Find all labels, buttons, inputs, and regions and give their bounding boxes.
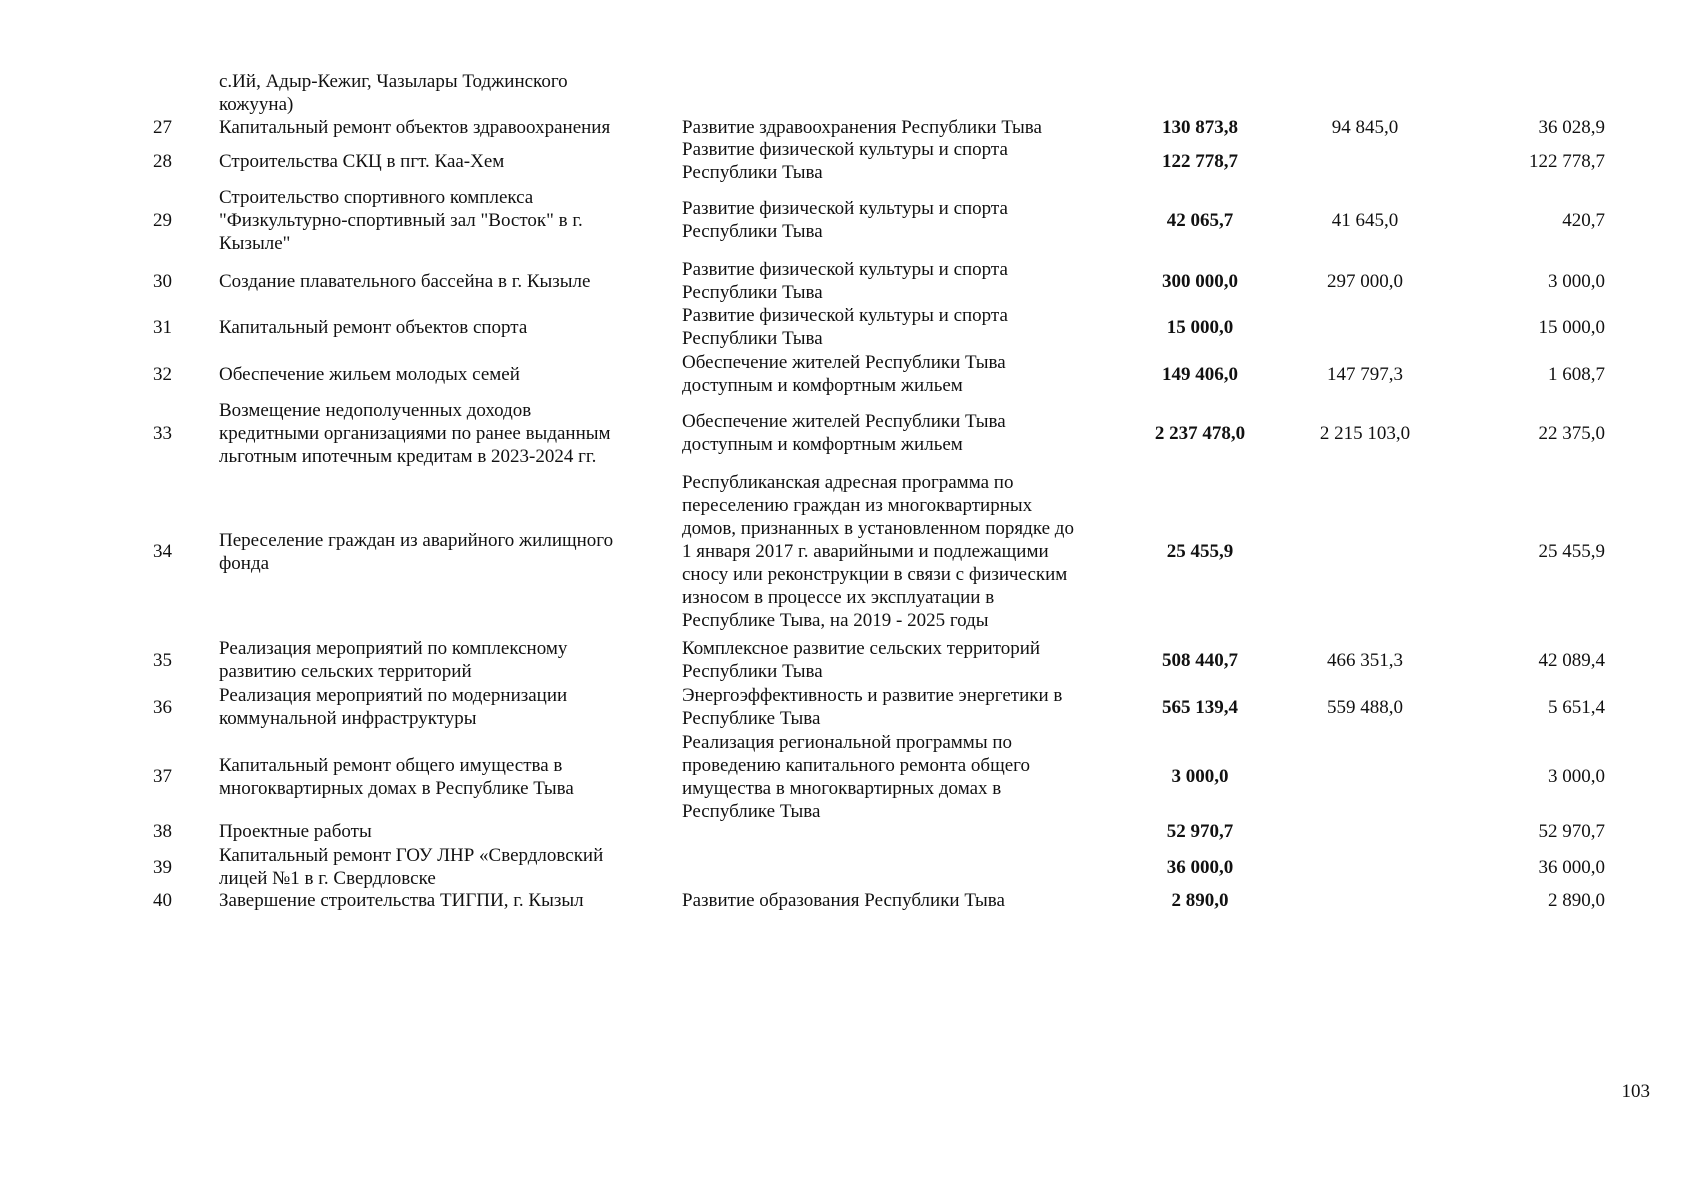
row-program bbox=[682, 844, 1112, 890]
row-number-text: 30 bbox=[153, 270, 172, 292]
table-row bbox=[0, 820, 1697, 843]
row-total bbox=[1120, 684, 1280, 730]
row-total-text: 15 000,0 bbox=[1166, 316, 1234, 338]
row-regional bbox=[1460, 304, 1605, 350]
row-total-text: 300 000,0 bbox=[1162, 270, 1238, 292]
row-federal bbox=[1290, 730, 1440, 823]
row-federal bbox=[1290, 185, 1440, 255]
row-name bbox=[219, 844, 659, 890]
row-program bbox=[682, 398, 1112, 468]
row-total bbox=[1120, 398, 1280, 468]
row-name bbox=[219, 684, 659, 730]
row-program-text: Республиканская адресная программа по переселению граждан из многоквартирных домов, признанных в установленном порядке до 1 января 2017 г. аварийными и подлежащими сносу или реконструкции в связи с физическим износом в процессе их эксплуатации в Республике Тыва, на 2019 - 2025 годы bbox=[682, 472, 1074, 631]
row-regional bbox=[1460, 637, 1605, 683]
row-number-text: 32 bbox=[153, 363, 172, 385]
row-total bbox=[1120, 820, 1280, 843]
row-number bbox=[153, 258, 193, 304]
row-program-text: Энергоэффективность и развитие энергетики в Республике Тыва bbox=[682, 685, 1063, 729]
row-regional bbox=[1460, 351, 1605, 397]
row-number bbox=[153, 304, 193, 350]
row-name bbox=[219, 398, 659, 468]
row-federal-text: 466 351,3 bbox=[1327, 649, 1403, 671]
row-federal-text: 147 797,3 bbox=[1327, 363, 1403, 385]
row-program-text: Реализация региональной программы по проведению капитального ремонта общего имущества в многоквартирных домах в Республике Тыва bbox=[682, 731, 1030, 822]
row-regional-text: 42 089,4 bbox=[1538, 649, 1605, 671]
row-name-text: Возмещение недополученных доходов кредитными организациями по ранее выданным льготным ипотечным кредитам в 2023-2024 гг. bbox=[219, 399, 611, 467]
table-row bbox=[0, 304, 1697, 350]
row-number bbox=[153, 637, 193, 683]
row-program-text: Развитие образования Республики Тыва bbox=[682, 890, 1005, 911]
row-regional-text: 2 890,0 bbox=[1548, 890, 1605, 911]
row-federal bbox=[1290, 351, 1440, 397]
table-row bbox=[0, 470, 1697, 633]
row-federal-text: 297 000,0 bbox=[1327, 270, 1403, 292]
row-total bbox=[1120, 351, 1280, 397]
row-program bbox=[682, 730, 1112, 823]
row-number-text: 28 bbox=[153, 150, 172, 172]
row-name-text: Капитальный ремонт ГОУ ЛНР «Свердловский лицей №1 в г. Свердловске bbox=[219, 845, 604, 889]
row-program bbox=[682, 304, 1112, 350]
row-regional bbox=[1460, 889, 1605, 912]
row-total bbox=[1120, 844, 1280, 890]
row-federal bbox=[1290, 844, 1440, 890]
row-regional bbox=[1460, 115, 1605, 139]
row-regional-text: 52 970,7 bbox=[1538, 821, 1605, 842]
row-total-text: 3 000,0 bbox=[1171, 766, 1229, 787]
row-program bbox=[682, 889, 1112, 912]
row-regional bbox=[1460, 185, 1605, 255]
row-program-text: Развитие физической культуры и спорта Республики Тыва bbox=[682, 198, 1008, 242]
row-number bbox=[153, 351, 193, 397]
row-name-text: Переселение граждан из аварийного жилищного фонда bbox=[219, 529, 614, 574]
row-name-text: Строительства СКЦ в пгт. Каа-Хем bbox=[219, 150, 505, 172]
row-program-text: Обеспечение жителей Республики Тыва доступным и комфортным жильем bbox=[682, 411, 1006, 455]
row-regional-text: 3 000,0 bbox=[1548, 270, 1605, 292]
table-row bbox=[0, 730, 1697, 823]
row-name-text: Капитальный ремонт объектов здравоохранения bbox=[219, 116, 611, 138]
table-row bbox=[0, 684, 1697, 730]
row-number bbox=[153, 844, 193, 890]
row-name-text: Реализация мероприятий по модернизации коммунальной инфраструктуры bbox=[219, 685, 568, 729]
row-name bbox=[219, 185, 659, 255]
row-total bbox=[1120, 730, 1280, 823]
row-program bbox=[682, 115, 1112, 139]
row-total bbox=[1120, 258, 1280, 304]
row-total-text: 565 139,4 bbox=[1162, 696, 1238, 718]
row-program bbox=[682, 138, 1112, 184]
row-program bbox=[682, 185, 1112, 255]
row-name-text: Обеспечение жильем молодых семей bbox=[219, 363, 520, 385]
row-regional bbox=[1460, 470, 1605, 633]
row-federal bbox=[1290, 470, 1440, 633]
row-regional-text: 36 028,9 bbox=[1538, 116, 1605, 138]
row-total-text: 149 406,0 bbox=[1162, 363, 1238, 385]
row-regional-text: 420,7 bbox=[1562, 209, 1605, 231]
row-number-text: 27 bbox=[153, 116, 172, 138]
row-regional-text: 1 608,7 bbox=[1548, 363, 1605, 385]
row-regional bbox=[1460, 398, 1605, 468]
row-total bbox=[1120, 889, 1280, 912]
row-regional bbox=[1460, 730, 1605, 823]
row-number-text: 39 bbox=[153, 856, 172, 878]
row-number bbox=[153, 138, 193, 184]
continuation-text: с.Ий, Адыр-Кежиг, Чазылары Тоджинского кожууна) bbox=[219, 71, 568, 115]
row-program bbox=[682, 470, 1112, 633]
table-row bbox=[0, 889, 1697, 912]
row-name-text: Создание плавательного бассейна в г. Кызыле bbox=[219, 270, 591, 292]
row-federal-text: 94 845,0 bbox=[1331, 116, 1399, 138]
table-row bbox=[0, 398, 1697, 468]
row-total bbox=[1120, 138, 1280, 184]
row-name bbox=[219, 351, 659, 397]
row-regional bbox=[1460, 844, 1605, 890]
row-number bbox=[153, 889, 193, 912]
row-name-text: Капитальный ремонт общего имущества в многоквартирных домах в Республике Тыва bbox=[219, 754, 574, 799]
row-name bbox=[219, 820, 659, 843]
row-federal bbox=[1290, 820, 1440, 843]
row-total-text: 25 455,9 bbox=[1166, 541, 1234, 562]
row-number-text: 29 bbox=[153, 209, 172, 231]
row-regional-text: 25 455,9 bbox=[1538, 541, 1605, 562]
row-program-text: Обеспечение жителей Республики Тыва доступным и комфортным жильем bbox=[682, 352, 1006, 396]
row-total-text: 36 000,0 bbox=[1166, 856, 1234, 878]
row-number-text: 38 bbox=[153, 821, 172, 842]
row-regional-text: 3 000,0 bbox=[1548, 766, 1605, 787]
row-total-text: 2 237 478,0 bbox=[1154, 422, 1246, 444]
row-program-text: Развитие здравоохранения Республики Тыва bbox=[682, 116, 1042, 138]
row-number bbox=[153, 185, 193, 255]
row-program-text: Развитие физической культуры и спорта Республики Тыва bbox=[682, 305, 1008, 349]
row-regional-text: 122 778,7 bbox=[1529, 150, 1605, 172]
row-federal bbox=[1290, 258, 1440, 304]
row-total-text: 52 970,7 bbox=[1166, 821, 1234, 842]
table-row bbox=[0, 844, 1697, 890]
table-row bbox=[0, 637, 1697, 683]
row-name bbox=[219, 258, 659, 304]
row-program bbox=[682, 637, 1112, 683]
row-regional-text: 15 000,0 bbox=[1538, 316, 1605, 338]
row-number bbox=[153, 470, 193, 633]
row-number bbox=[153, 820, 193, 843]
row-regional bbox=[1460, 258, 1605, 304]
row-name-text: Завершение строительства ТИГПИ, г. Кызыл bbox=[219, 890, 584, 911]
row-program bbox=[682, 351, 1112, 397]
row-federal bbox=[1290, 684, 1440, 730]
row-total-text: 42 065,7 bbox=[1166, 209, 1234, 231]
row-name-text: Капитальный ремонт объектов спорта bbox=[219, 316, 528, 338]
row-number bbox=[153, 398, 193, 468]
row-regional-text: 22 375,0 bbox=[1538, 422, 1605, 444]
row-regional bbox=[1460, 684, 1605, 730]
row-total bbox=[1120, 470, 1280, 633]
row-name bbox=[219, 637, 659, 683]
row-federal-text: 559 488,0 bbox=[1327, 696, 1403, 718]
row-name bbox=[219, 730, 659, 823]
row-number-text: 37 bbox=[153, 766, 172, 787]
row-number-text: 34 bbox=[153, 541, 172, 562]
row-number bbox=[153, 730, 193, 823]
row-federal-text: 41 645,0 bbox=[1331, 209, 1399, 231]
row-name-text: Проектные работы bbox=[219, 821, 372, 842]
row-federal bbox=[1290, 304, 1440, 350]
table-row bbox=[0, 115, 1697, 139]
row-total-text: 508 440,7 bbox=[1162, 649, 1238, 671]
row-program-text: Развитие физической культуры и спорта Республики Тыва bbox=[682, 259, 1008, 303]
row-federal bbox=[1290, 398, 1440, 468]
row-number-text: 31 bbox=[153, 316, 172, 338]
row-regional-text: 5 651,4 bbox=[1548, 696, 1605, 718]
row-name bbox=[219, 304, 659, 350]
row-program bbox=[682, 820, 1112, 843]
row-total bbox=[1120, 637, 1280, 683]
row-total-text: 2 890,0 bbox=[1171, 890, 1229, 911]
row-number-text: 35 bbox=[153, 649, 172, 671]
page-number: 103 bbox=[1621, 1081, 1650, 1102]
row-program bbox=[682, 258, 1112, 304]
row-total-text: 130 873,8 bbox=[1162, 116, 1238, 138]
row-name-text: Строительство спортивного комплекса "Физкультурно-спортивный зал "Восток" в г. Кызыле" bbox=[219, 186, 583, 254]
row-federal bbox=[1290, 115, 1440, 139]
row-name-text: Реализация мероприятий по комплексному развитию сельских территорий bbox=[219, 638, 568, 682]
row-program-text: Комплексное развитие сельских территорий Республики Тыва bbox=[682, 638, 1041, 682]
row-program-text: Развитие физической культуры и спорта Республики Тыва bbox=[682, 139, 1008, 183]
table-row bbox=[0, 351, 1697, 397]
row-total bbox=[1120, 115, 1280, 139]
row-number-text: 36 bbox=[153, 696, 172, 718]
row-total bbox=[1120, 304, 1280, 350]
row-federal bbox=[1290, 889, 1440, 912]
row-federal-text: 2 215 103,0 bbox=[1319, 422, 1411, 444]
row-total bbox=[1120, 185, 1280, 255]
row-federal bbox=[1290, 138, 1440, 184]
row-number-text: 33 bbox=[153, 422, 172, 444]
row-number bbox=[153, 115, 193, 139]
table-row bbox=[0, 185, 1697, 255]
row-regional-text: 36 000,0 bbox=[1538, 856, 1605, 878]
row-federal bbox=[1290, 637, 1440, 683]
row-number-text: 40 bbox=[153, 890, 172, 911]
row-program bbox=[682, 684, 1112, 730]
row-name bbox=[219, 138, 659, 184]
table-row bbox=[0, 258, 1697, 304]
row-name bbox=[219, 470, 659, 633]
row-regional bbox=[1460, 820, 1605, 843]
row-name bbox=[219, 889, 659, 912]
table-row bbox=[0, 138, 1697, 184]
row-total-text: 122 778,7 bbox=[1162, 150, 1238, 172]
row-number bbox=[153, 684, 193, 730]
row-name bbox=[219, 115, 659, 139]
row-regional bbox=[1460, 138, 1605, 184]
